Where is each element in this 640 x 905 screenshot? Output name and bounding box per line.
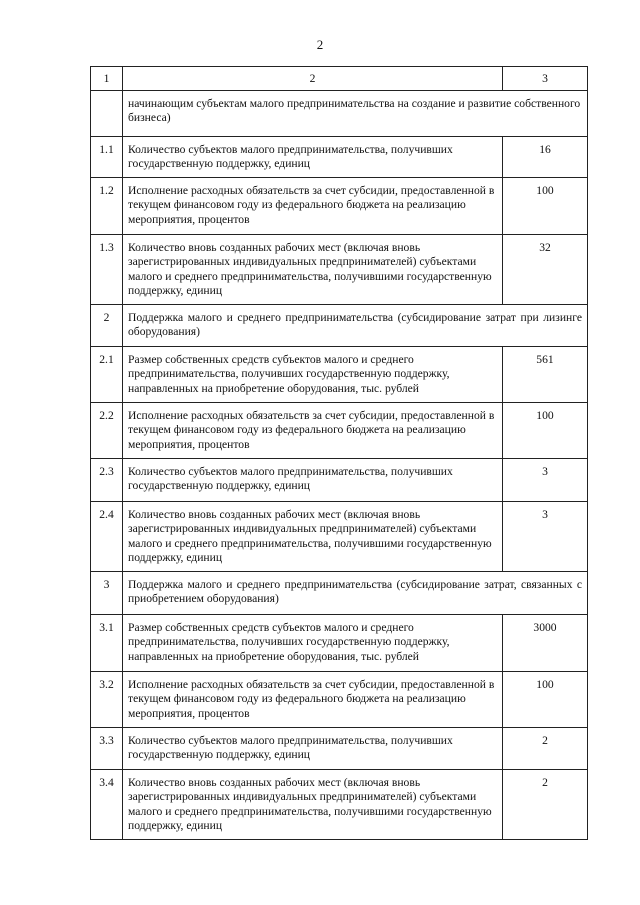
row-number-cell: 3.3 — [91, 727, 123, 769]
indicator-name-cell: Количество субъектов малого предпринимательства, получивших государственную поддержку, единиц — [123, 136, 503, 177]
table-row — [91, 136, 588, 177]
section-continuation-text: начинающим субъектам малого предпринимательства на создание и развитие собственного бизнеса) — [123, 90, 588, 136]
indicator-value-cell: 100 — [503, 671, 588, 727]
indicators-table — [90, 66, 588, 840]
table-row — [91, 402, 588, 458]
table-row — [91, 458, 588, 501]
indicator-name-cell: Исполнение расходных обязательств за счет субсидии, предоставленной в текущем финансовом году из федерального бюджета на реализацию мероприятия, процентов — [123, 671, 503, 727]
header-cell-1: 1 — [91, 67, 123, 91]
row-number-cell: 1.2 — [91, 177, 123, 234]
table-row — [91, 501, 588, 571]
table-row — [91, 304, 588, 346]
row-number-cell: 3 — [91, 571, 123, 614]
section-title-cell: Поддержка малого и среднего предпринимательства (субсидирование затрат при лизинге оборудования) — [123, 304, 588, 346]
indicator-value-cell: 2 — [503, 769, 588, 839]
row-number-cell: 3.4 — [91, 769, 123, 839]
row-number-cell: 3.1 — [91, 614, 123, 671]
table-row — [91, 727, 588, 769]
indicator-value-cell: 561 — [503, 346, 588, 402]
table-row — [91, 671, 588, 727]
header-cell-2: 2 — [123, 67, 503, 91]
table-header-row — [91, 67, 588, 91]
row-number-cell: 1.3 — [91, 234, 123, 304]
table-row — [91, 177, 588, 234]
page-number: 2 — [316, 37, 324, 52]
section-title-cell: Поддержка малого и среднего предпринимательства (субсидирование затрат, связанных с приобретением оборудования) — [123, 571, 588, 614]
indicator-name-cell: Количество вновь созданных рабочих мест (включая вновь зарегистрированных индивидуальных предпринимателей) субъектами малого и среднего предпринимательства, получившими государственную поддержку, единиц — [123, 769, 503, 839]
indicator-value-cell: 16 — [503, 136, 588, 177]
indicator-value-cell: 100 — [503, 402, 588, 458]
indicator-name-cell: Исполнение расходных обязательств за счет субсидии, предоставленной в текущем финансовом году из федерального бюджета на реализацию мероприятия, процентов — [123, 177, 503, 234]
table-row — [91, 614, 588, 671]
row-number-cell: 3.2 — [91, 671, 123, 727]
table-row — [91, 90, 588, 136]
table-row — [91, 346, 588, 402]
indicator-value-cell: 2 — [503, 727, 588, 769]
indicator-value-cell: 32 — [503, 234, 588, 304]
row-number-cell: 2.4 — [91, 501, 123, 571]
indicator-name-cell: Количество субъектов малого предпринимательства, получивших государственную поддержку, единиц — [123, 727, 503, 769]
header-cell-3: 3 — [503, 67, 588, 91]
indicator-name-cell: Количество субъектов малого предпринимательства, получивших государственную поддержку, единиц — [123, 458, 503, 501]
table-row — [91, 571, 588, 614]
indicator-value-cell: 100 — [503, 177, 588, 234]
indicator-name-cell: Размер собственных средств субъектов малого и среднего предпринимательства, получивших государственную поддержку, направленных на приобретение оборудования, тыс. рублей — [123, 614, 503, 671]
indicator-name-cell: Количество вновь созданных рабочих мест (включая вновь зарегистрированных индивидуальных предпринимателей) субъектами малого и среднего предпринимательства, получившими государственную поддержку, единиц — [123, 501, 503, 571]
row-number-cell: 2.3 — [91, 458, 123, 501]
row-number-cell: 2 — [91, 304, 123, 346]
row-number-cell — [91, 90, 123, 136]
table-row — [91, 769, 588, 839]
table-row — [91, 234, 588, 304]
indicator-value-cell: 3 — [503, 458, 588, 501]
indicator-value-cell: 3 — [503, 501, 588, 571]
indicator-name-cell: Размер собственных средств субъектов малого и среднего предпринимательства, получивших государственную поддержку, направленных на приобретение оборудования, тыс. рублей — [123, 346, 503, 402]
row-number-cell: 1.1 — [91, 136, 123, 177]
indicator-name-cell: Исполнение расходных обязательств за счет субсидии, предоставленной в текущем финансовом году из федерального бюджета на реализацию мероприятия, процентов — [123, 402, 503, 458]
indicator-name-cell: Количество вновь созданных рабочих мест (включая вновь зарегистрированных индивидуальных предпринимателей) субъектами малого и среднего предпринимательства, получившими государственную поддержку, единиц — [123, 234, 503, 304]
row-number-cell: 2.1 — [91, 346, 123, 402]
row-number-cell: 2.2 — [91, 402, 123, 458]
indicator-value-cell: 3000 — [503, 614, 588, 671]
